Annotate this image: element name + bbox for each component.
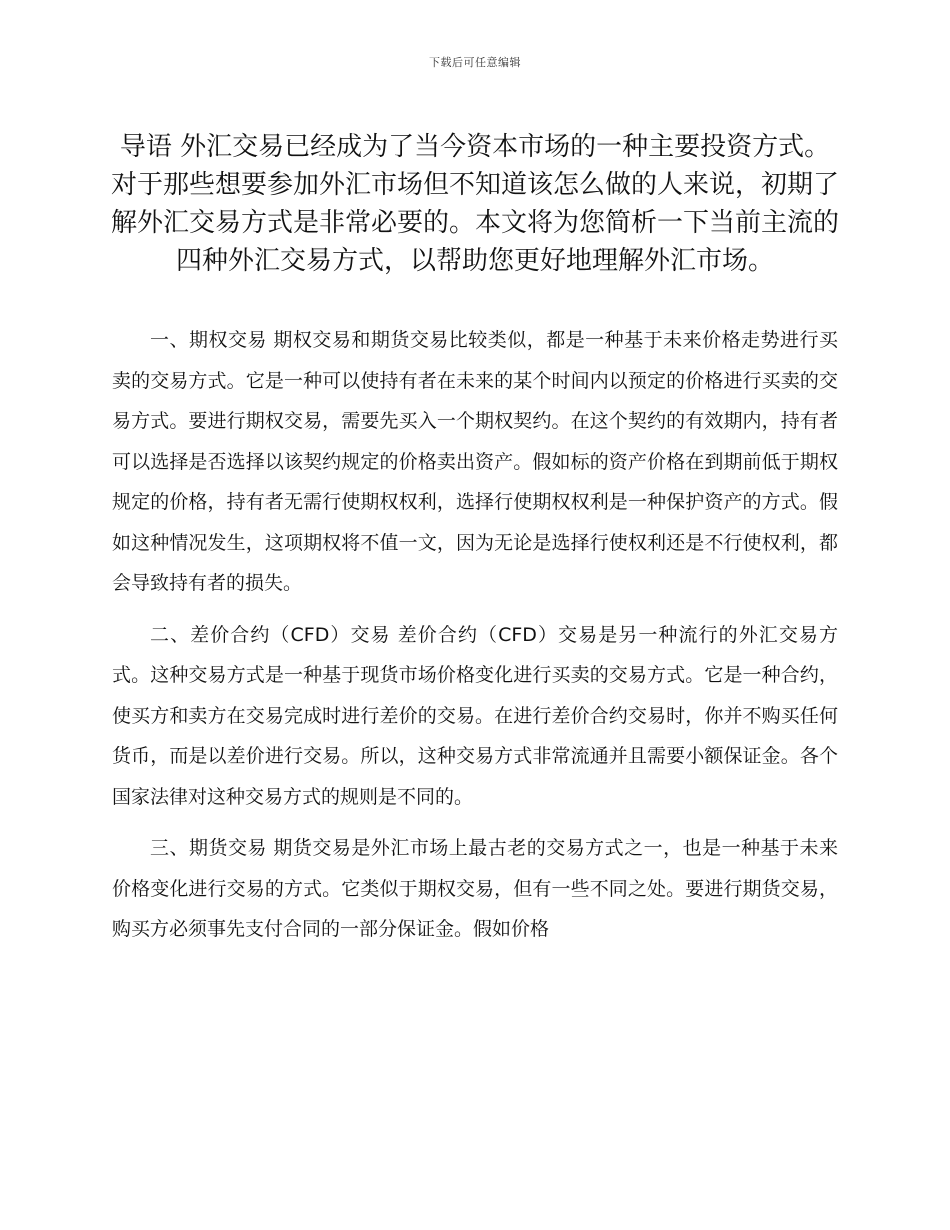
- document-body: [112, 320, 838, 961]
- paragraph-options-trading: 一、期权交易 期权交易和期货交易比较类似，都是一种基于未来价格走势进行买卖的交易方式。它是一种可以使持有者在未来的某个时间内以预定的价格进行买卖的交易方式。要进行期权交易，需要先买入一个期权契约。在这个契约的有效期内，持有者可以选择是否选择以该契约规定的价格卖出资产。假如标的资产价格在到期前低于期权规定的价格，持有者无需行使期权权利，选择行使期权权利是一种保护资产的方式。假如这种情况发生，这项期权将不值一文，因为无论是选择行使权利还是不行使权利，都会导致持有者的损失。: [112, 329, 838, 594]
- paragraph-cfd-trading: 二、差价合约（CFD）交易 差价合约（CFD）交易是另一种流行的外汇交易方式。这种交易方式是一种基于现货市场价格变化进行买卖的交易方式。它是一种合约，使买方和卖方在交易完成时进行差价的交易。在进行差价合约交易时，你并不购买任何货币，而是以差价进行交易。所以，这种交易方式非常流通并且需要小额保证金。各个国家法律对这种交易方式的规则是不同的。: [112, 623, 838, 808]
- document-title: 导语 外汇交易已经成为了当今资本市场的一种主要投资方式。对于那些想要参加外汇市场但不知道该怎么做的人来说，初期了解外汇交易方式是非常必要的。本文将为您简析一下当前主流的四种外汇交易方式，以帮助您更好地理解外汇市场。: [110, 132, 839, 276]
- header-note: 下载后可任意编辑: [429, 56, 521, 69]
- paragraph-futures-trading: 三、期货交易 期货交易是外汇市场上最古老的交易方式之一，也是一种基于未来价格变化进行交易的方式。它类似于期权交易，但有一些不同之处。要进行期货交易，购买方必须事先支付合同的一部分保证金。假如价格: [112, 837, 838, 940]
